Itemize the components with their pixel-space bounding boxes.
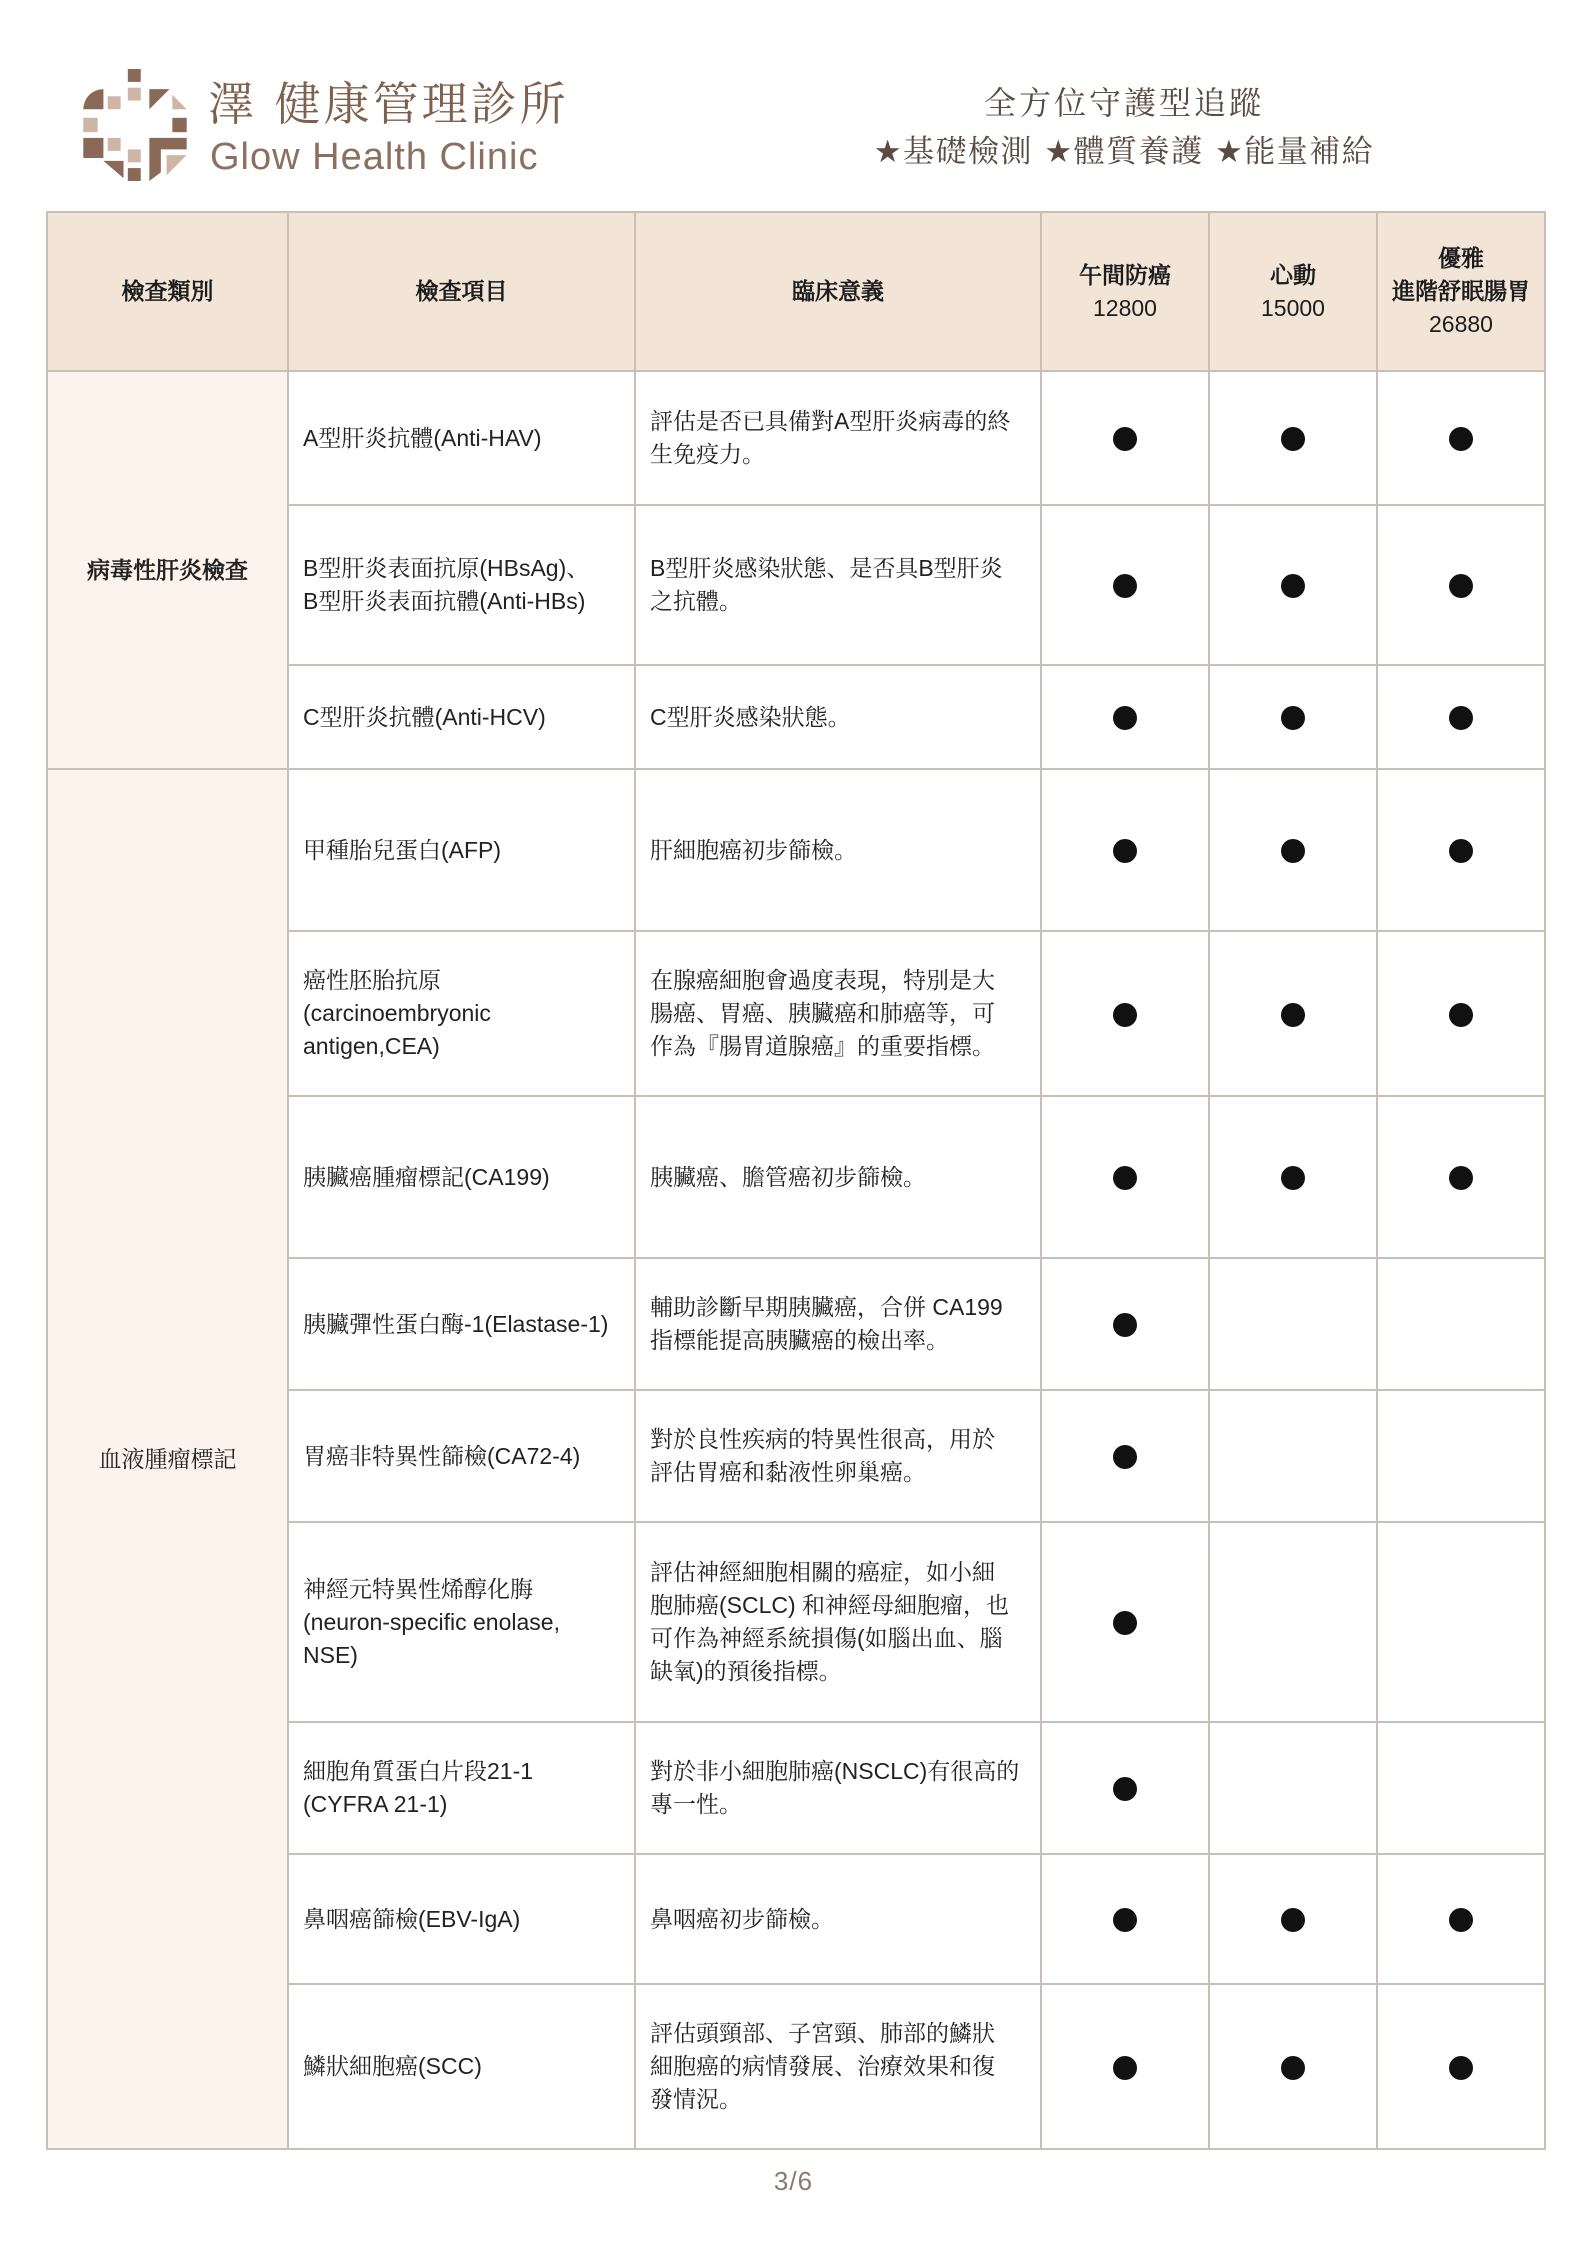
meaning-cell <box>635 665 1041 769</box>
included-dot <box>1113 1611 1137 1635</box>
logo-piece <box>128 149 141 162</box>
included-dot <box>1449 1908 1473 1932</box>
item-name-line: B型肝炎表面抗體(Anti-HBs) <box>303 588 586 614</box>
item-cell <box>288 1258 635 1390</box>
meaning-cell <box>635 1722 1041 1854</box>
plan-cell-1 <box>1041 1984 1209 2149</box>
plan-cell-3 <box>1377 931 1545 1096</box>
included-dot <box>1449 2056 1473 2080</box>
item-cell <box>288 505 635 665</box>
plan-cell-2 <box>1209 371 1377 505</box>
meaning-line: 細胞癌的病情發展、治療效果和復 <box>650 2053 995 2079</box>
meaning-cell <box>635 931 1041 1096</box>
plan-cell-1 <box>1041 665 1209 769</box>
included-dot <box>1113 427 1137 451</box>
item-cell <box>288 1096 635 1258</box>
plan-cell-1 <box>1041 371 1209 505</box>
meaning-cell <box>635 1854 1041 1984</box>
plan-cell-3 <box>1377 769 1545 931</box>
item-cell <box>288 665 635 769</box>
included-dot <box>1449 839 1473 863</box>
plan-cell-1 <box>1041 1722 1209 1854</box>
included-dot <box>1449 574 1473 598</box>
included-dot <box>1449 427 1473 451</box>
plan-name: 午間防癌 <box>1079 261 1171 288</box>
included-dot <box>1113 1908 1137 1932</box>
meaning-line: C型肝炎感染狀態。 <box>650 703 851 730</box>
item-name-line: 胰臟癌腫瘤標記(CA199) <box>303 1163 550 1190</box>
item-name-line: 神經元特異性烯醇化脢 <box>303 1575 533 1602</box>
logo-piece <box>83 89 103 109</box>
meaning-line: 發情況。 <box>650 2086 742 2112</box>
included-dot <box>1113 706 1137 730</box>
clinic-logo-icon <box>83 69 187 181</box>
table-header-row <box>47 212 1545 371</box>
plan-cell-2 <box>1209 1722 1377 1854</box>
logo-piece <box>128 69 141 82</box>
meaning-line: B型肝炎感染狀態、是否具B型肝炎 <box>650 555 1003 581</box>
item-cell <box>288 931 635 1096</box>
plan-cell-2 <box>1209 505 1377 665</box>
plan-price: 26880 <box>1429 311 1493 337</box>
meaning-cell <box>635 1522 1041 1722</box>
plan-price: 15000 <box>1261 294 1325 321</box>
plan-cell-2 <box>1209 665 1377 769</box>
meaning-line: 對於良性疾病的特異性很高，用於 <box>650 1426 995 1452</box>
plan-cell-3 <box>1377 1258 1545 1390</box>
meaning-line: 肝細胞癌初步篩檢。 <box>650 836 857 863</box>
item-cell <box>288 1984 635 2149</box>
plan-cell-3 <box>1377 1854 1545 1984</box>
meaning-line: 評估頭頸部、子宮頸、肺部的鱗狀 <box>650 2020 995 2046</box>
meaning-line: 可作為神經系統損傷(如腦出血、腦 <box>650 1625 1003 1651</box>
plan-cell-1 <box>1041 1258 1209 1390</box>
table-row <box>47 769 1545 931</box>
plan-cell-3 <box>1377 371 1545 505</box>
item-name-line: (carcinoembryonic <box>303 1000 491 1026</box>
category-cell: 血液腫瘤標記 <box>47 769 288 2149</box>
tagline-title: 全方位守護型追蹤 <box>983 84 1264 122</box>
plan-cell-2 <box>1209 1522 1377 1722</box>
header-meaning: 臨床意義 <box>635 212 1041 371</box>
table-body <box>47 371 1545 2149</box>
item-name-line: antigen,CEA) <box>303 1033 440 1059</box>
meaning-cell <box>635 1984 1041 2149</box>
plan-cell-2 <box>1209 769 1377 931</box>
included-dot <box>1449 706 1473 730</box>
plan-cell-1 <box>1041 1096 1209 1258</box>
plan-cell-3 <box>1377 1722 1545 1854</box>
plan-cell-1 <box>1041 769 1209 931</box>
meaning-cell <box>635 1390 1041 1522</box>
included-dot <box>1281 706 1305 730</box>
meaning-cell <box>635 1096 1041 1258</box>
plan-name-sub: 進階舒眠腸胃 <box>1392 278 1530 304</box>
included-dot <box>1449 1166 1473 1190</box>
meaning-cell <box>635 769 1041 931</box>
plan-cell-1 <box>1041 931 1209 1096</box>
item-name-line: 甲種胎兒蛋白(AFP) <box>303 836 502 863</box>
plan-cell-3 <box>1377 1522 1545 1722</box>
logo-piece <box>103 161 123 178</box>
meaning-line: 作為『腸胃道腺癌』的重要指標。 <box>650 1033 995 1059</box>
meaning-line: 指標能提高胰臟癌的檢出率。 <box>650 1327 949 1353</box>
logo-piece <box>128 88 141 101</box>
item-cell <box>288 371 635 505</box>
header-plan-1 <box>1041 212 1209 371</box>
plan-cell-3 <box>1377 665 1545 769</box>
tagline-subtitle: ★基礎檢測 ★體質養護 ★能量補給 <box>873 134 1375 170</box>
meaning-line: 之抗體。 <box>650 588 742 614</box>
header-plan-2 <box>1209 212 1377 371</box>
included-dot <box>1281 574 1305 598</box>
item-name-line: B型肝炎表面抗原(HBsAg)、 <box>303 555 590 581</box>
plan-cell-1 <box>1041 1390 1209 1522</box>
plan-cell-2 <box>1209 1854 1377 1984</box>
included-dot <box>1113 574 1137 598</box>
item-cell <box>288 1722 635 1854</box>
item-name-line: (neuron-specific enolase, <box>303 1608 560 1635</box>
logo-piece <box>172 118 186 132</box>
plan-cell-3 <box>1377 1096 1545 1258</box>
logo-piece <box>167 155 187 175</box>
included-dot <box>1281 1003 1305 1027</box>
tagline <box>830 84 1418 171</box>
item-name-line: C型肝炎抗體(Anti-HCV) <box>303 703 546 730</box>
meaning-line: 腸癌、胃癌、胰臟癌和肺癌等，可 <box>650 1000 995 1026</box>
item-name-line: 胃癌非特異性篩檢(CA72-4) <box>303 1442 581 1469</box>
meaning-cell <box>635 371 1041 505</box>
clinic-name-en: Glow Health Clinic <box>210 136 539 178</box>
item-cell <box>288 769 635 931</box>
meaning-line: 生免疫力。 <box>650 441 765 467</box>
plan-name: 心動 <box>1270 261 1316 288</box>
included-dot <box>1113 2056 1137 2080</box>
included-dot <box>1281 1908 1305 1932</box>
item-name-line: NSE) <box>303 1641 358 1668</box>
page-number: 3/6 <box>773 2166 814 2196</box>
logo-piece <box>149 89 169 109</box>
item-name-line: 癌性胚胎抗原 <box>303 967 441 993</box>
included-dot <box>1281 2056 1305 2080</box>
item-name-line: 鱗狀細胞癌(SCC) <box>303 2053 482 2079</box>
meaning-line: 專一性。 <box>650 1791 742 1817</box>
meaning-line: 胞肺癌(SCLC) 和神經母細胞瘤，也 <box>650 1592 1010 1618</box>
plan-cell-3 <box>1377 1984 1545 2149</box>
item-cell <box>288 1522 635 1722</box>
plan-cell-2 <box>1209 1984 1377 2149</box>
logo-piece <box>128 168 141 181</box>
included-dot <box>1449 1003 1473 1027</box>
item-name-line: A型肝炎抗體(Anti-HAV) <box>303 424 542 451</box>
included-dot <box>1281 427 1305 451</box>
clinic-name-zh: 澤 健康管理診所 <box>208 77 569 131</box>
table-row <box>47 371 1545 505</box>
logo-piece <box>83 138 103 158</box>
plan-cell-2 <box>1209 931 1377 1096</box>
plan-cell-3 <box>1377 1390 1545 1522</box>
plan-price: 12800 <box>1093 294 1157 321</box>
meaning-line: 評估神經細胞相關的癌症，如小細 <box>650 1559 995 1585</box>
item-name-line: 細胞角質蛋白片段21-1 <box>303 1758 534 1784</box>
included-dot <box>1281 839 1305 863</box>
item-name-line: 胰臟彈性蛋白酶-1(Elastase-1) <box>303 1310 609 1337</box>
plan-cell-1 <box>1041 1854 1209 1984</box>
plan-name: 優雅 <box>1438 245 1484 271</box>
meaning-line: 評估胃癌和黏液性卵巢癌。 <box>650 1459 926 1485</box>
meaning-line: 對於非小細胞肺癌(NSCLC)有很高的 <box>650 1758 1020 1784</box>
included-dot <box>1113 1445 1137 1469</box>
meaning-line: 缺氧)的預後指標。 <box>650 1658 842 1684</box>
meaning-cell <box>635 505 1041 665</box>
meaning-line: 胰臟癌、膽管癌初步篩檢。 <box>650 1163 926 1190</box>
plan-cell-2 <box>1209 1258 1377 1390</box>
logo-piece <box>108 138 121 151</box>
logo-piece <box>83 118 97 132</box>
header-item: 檢查項目 <box>288 212 635 371</box>
header-category: 檢查類別 <box>47 212 288 371</box>
item-name-line: 鼻咽癌篩檢(EBV-IgA) <box>303 1905 521 1932</box>
plan-cell-1 <box>1041 505 1209 665</box>
included-dot <box>1113 1003 1137 1027</box>
header-plan-3 <box>1377 212 1545 371</box>
plan-cell-1 <box>1041 1522 1209 1722</box>
checkup-items-table <box>46 211 1546 2150</box>
meaning-line: 鼻咽癌初步篩檢。 <box>650 1905 834 1932</box>
included-dot <box>1113 1777 1137 1801</box>
included-dot <box>1113 1166 1137 1190</box>
plan-cell-2 <box>1209 1390 1377 1522</box>
meaning-line: 在腺癌細胞會過度表現，特別是大 <box>650 967 995 993</box>
included-dot <box>1113 839 1137 863</box>
item-name-line: (CYFRA 21-1) <box>303 1791 448 1817</box>
category-cell: 病毒性肝炎檢查 <box>47 371 288 769</box>
included-dot <box>1113 1313 1137 1337</box>
logo-piece <box>172 95 186 109</box>
plan-cell-2 <box>1209 1096 1377 1258</box>
plan-cell-3 <box>1377 505 1545 665</box>
logo-piece <box>108 96 121 109</box>
meaning-line: 輔助診斷早期胰臟癌，合併 CA199 <box>650 1294 1003 1320</box>
meaning-cell <box>635 1258 1041 1390</box>
item-cell <box>288 1390 635 1522</box>
item-cell <box>288 1854 635 1984</box>
meaning-line: 評估是否已具備對A型肝炎病毒的終 <box>650 408 1011 434</box>
included-dot <box>1281 1166 1305 1190</box>
